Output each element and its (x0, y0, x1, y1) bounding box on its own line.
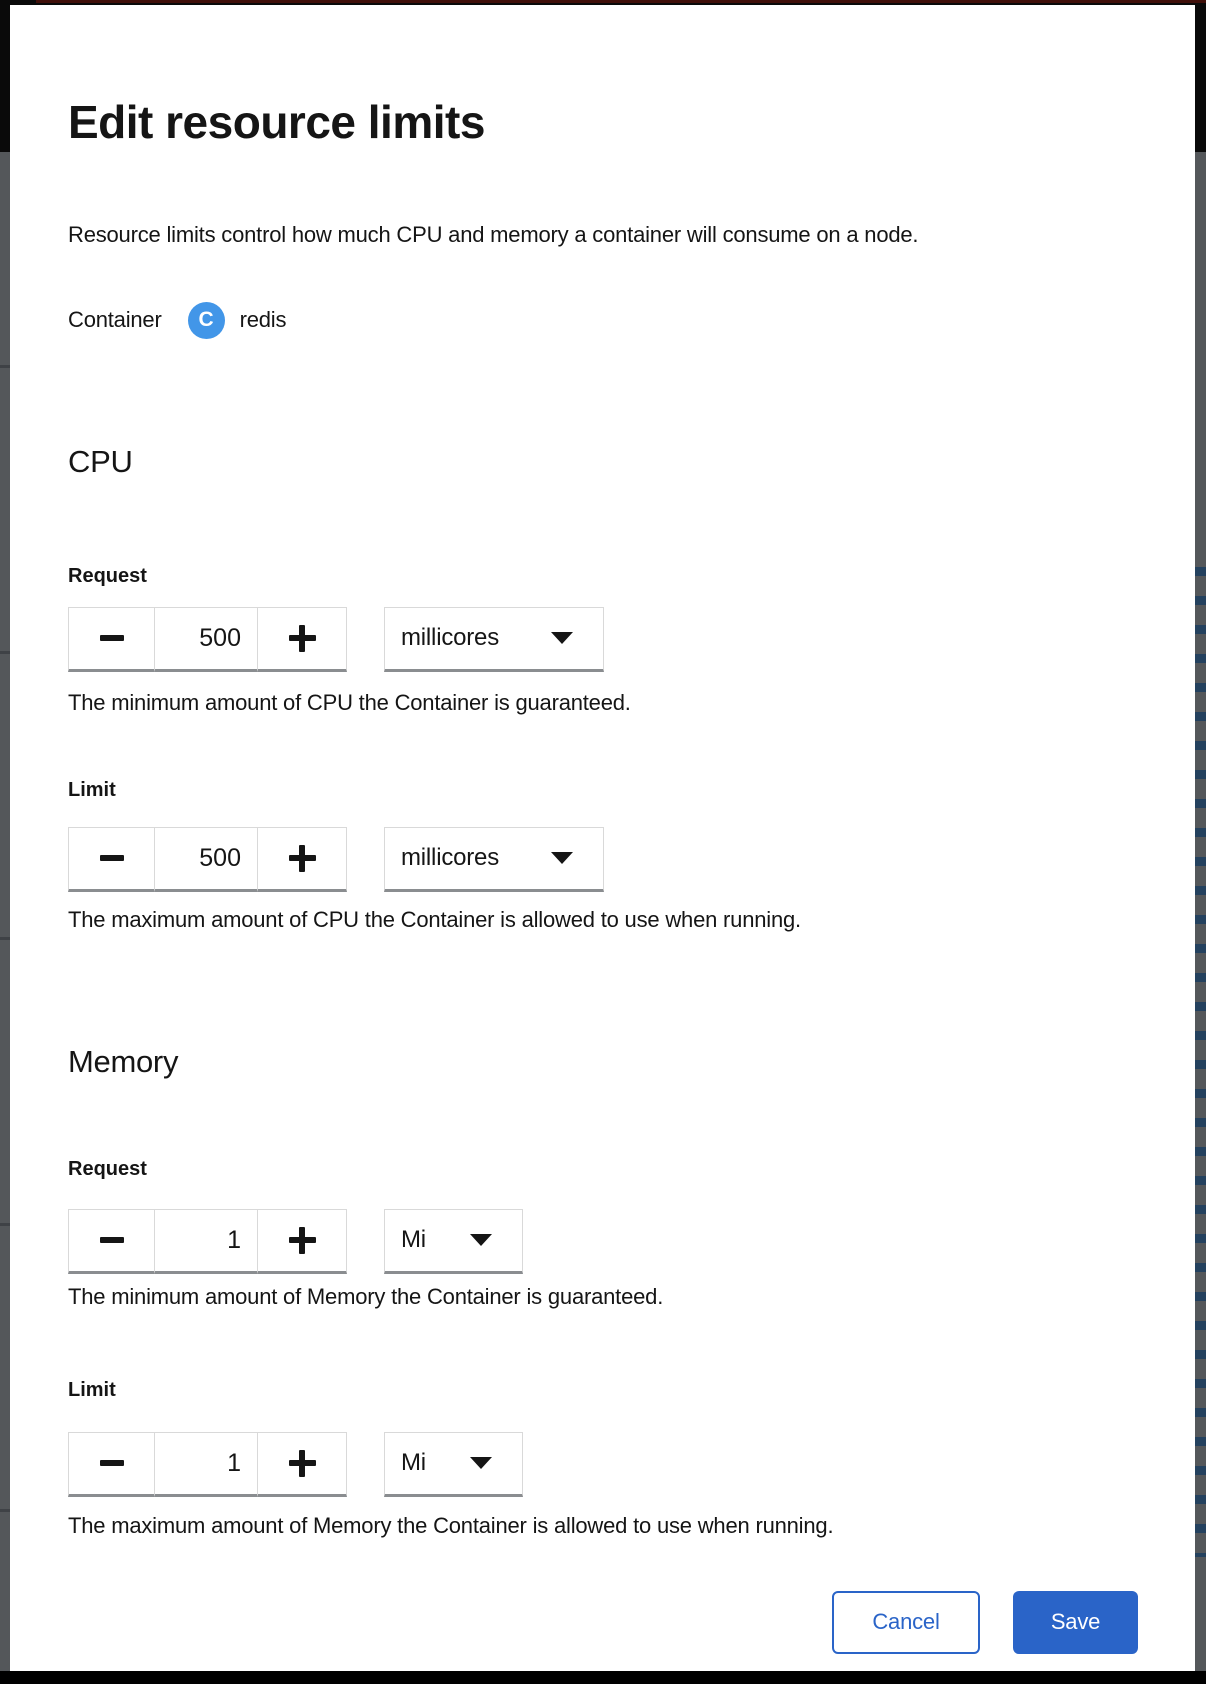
container-label: Container (68, 307, 162, 333)
container-badge-icon: C (188, 302, 225, 339)
caret-down-icon (470, 1457, 492, 1469)
memory-limit-input[interactable] (154, 1432, 258, 1497)
memory-limit-label: Limit (68, 1378, 116, 1401)
memory-request-unit-dropdown[interactable] (384, 1209, 523, 1274)
memory-limit-controls (68, 1432, 1138, 1497)
minus-icon (100, 1460, 124, 1466)
plus-icon (289, 845, 316, 872)
cpu-request-controls (68, 607, 1138, 672)
increment-button[interactable] (257, 607, 347, 672)
cpu-limit-input[interactable] (154, 827, 258, 892)
decrement-button[interactable] (68, 827, 155, 892)
caret-down-icon (551, 632, 573, 644)
caret-down-icon (551, 852, 573, 864)
cancel-button[interactable]: Cancel (832, 1591, 980, 1654)
plus-icon (289, 1450, 316, 1477)
minus-icon (100, 635, 124, 641)
modal-title: Edit resource limits (68, 95, 485, 148)
dimmed-editor-sliver (1195, 547, 1206, 1557)
minus-icon (100, 1237, 124, 1243)
increment-button[interactable] (257, 827, 347, 892)
section-heading-memory: Memory (68, 1043, 179, 1079)
memory-limit-unit-dropdown[interactable] (384, 1432, 523, 1497)
memory-limit-help-text: The maximum amount of Memory the Container is allowed to use when running. (68, 1512, 834, 1538)
cpu-request-spinner (68, 607, 347, 672)
cpu-request-input[interactable] (154, 607, 258, 672)
memory-request-spinner (68, 1209, 347, 1274)
modal-actions (68, 1591, 1138, 1654)
dimmed-left-rail (0, 152, 10, 1671)
cpu-limit-unit-dropdown[interactable] (384, 827, 604, 892)
memory-request-controls (68, 1209, 1138, 1274)
modal-description: Resource limits control how much CPU and memory a container will consume on a node. (68, 221, 919, 247)
minus-icon (100, 855, 124, 861)
increment-button[interactable] (257, 1432, 347, 1497)
memory-request-input[interactable] (154, 1209, 258, 1274)
plus-icon (289, 625, 316, 652)
unit-selected-value: Mi (401, 1449, 426, 1477)
cpu-limit-controls (68, 827, 1138, 892)
unit-selected-value: Mi (401, 1226, 426, 1254)
cpu-request-label: Request (68, 564, 147, 587)
edit-resource-limits-modal (10, 5, 1195, 1671)
plus-icon (289, 1227, 316, 1254)
memory-limit-spinner (68, 1432, 347, 1497)
save-button[interactable]: Save (1013, 1591, 1138, 1654)
dimmed-right-rail (1195, 152, 1206, 1671)
decrement-button[interactable] (68, 607, 155, 672)
window-top-edge (36, 0, 1206, 3)
cpu-request-unit-dropdown[interactable] (384, 607, 604, 672)
cpu-limit-label: Limit (68, 778, 116, 801)
container-row (68, 302, 1138, 339)
caret-down-icon (470, 1234, 492, 1246)
decrement-button[interactable] (68, 1209, 155, 1274)
memory-request-help-text: The minimum amount of Memory the Container is guaranteed. (68, 1283, 664, 1309)
unit-selected-value: millicores (401, 624, 500, 652)
cpu-request-help-text: The minimum amount of CPU the Container is guaranteed. (68, 689, 631, 715)
section-heading-cpu: CPU (68, 443, 133, 479)
window-bottom-edge (0, 1671, 1206, 1684)
decrement-button[interactable] (68, 1432, 155, 1497)
memory-request-label: Request (68, 1157, 147, 1180)
increment-button[interactable] (257, 1209, 347, 1274)
cpu-limit-help-text: The maximum amount of CPU the Container is allowed to use when running. (68, 906, 801, 932)
unit-selected-value: millicores (401, 844, 500, 872)
cpu-limit-spinner (68, 827, 347, 892)
container-name: redis (239, 307, 287, 333)
